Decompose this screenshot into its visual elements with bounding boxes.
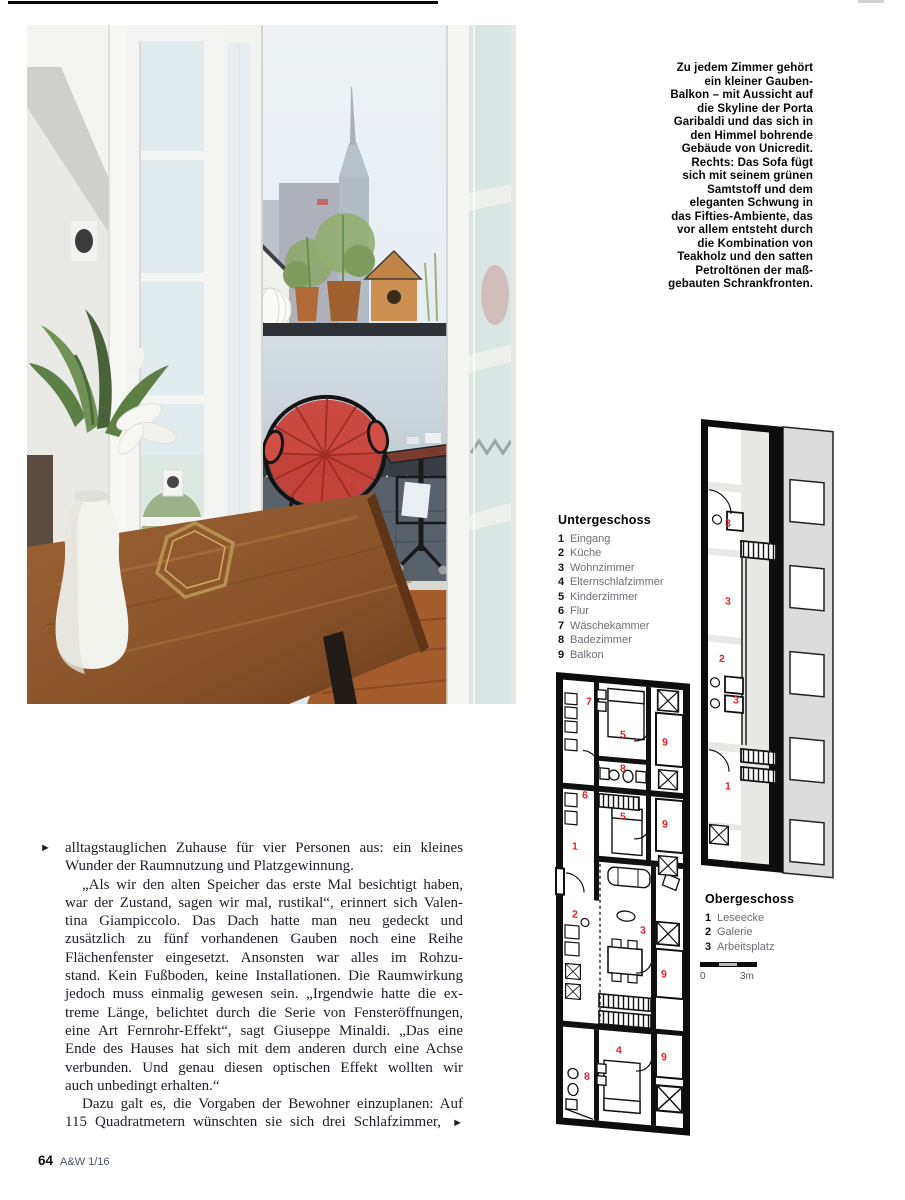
room-number: 3 xyxy=(640,924,646,937)
caption-line: eleganten Schwung in xyxy=(689,197,813,209)
room-number: 3 xyxy=(725,517,731,530)
page-number: 64 xyxy=(38,1153,54,1168)
article-line: „Als wir den alten Speicher das erste Mal besichtigt haben, xyxy=(82,876,463,893)
room-number: 2 xyxy=(572,908,578,921)
scale-start-label: 0 xyxy=(700,971,706,982)
article-body xyxy=(65,839,463,1132)
legend-item: 5 Kinderzimmer xyxy=(558,590,638,603)
photo-caption xyxy=(650,62,813,292)
issue-label: A&W 1/16 xyxy=(60,1156,110,1168)
caption-line: gebauten Schrankfronten. xyxy=(668,278,813,290)
article-line: verbunden. Und genau diesen optischen Effekt wollten wir xyxy=(65,1059,463,1076)
room-number: 4 xyxy=(616,1044,622,1057)
caption-line: das Fifties-Ambiente, das xyxy=(671,210,813,223)
scale-bar-mid-segment xyxy=(719,963,737,966)
open-door-right-leaf xyxy=(447,25,516,704)
article-line: Wunder der Raumnutzung und Platzgewinnung. xyxy=(65,858,354,875)
caption-line: Teakholz und den satten xyxy=(677,251,813,263)
room-number: 3 xyxy=(733,694,739,707)
legend-title: Obergeschoss xyxy=(705,892,795,906)
room-number: 6 xyxy=(582,789,588,802)
legend-untergeschoss xyxy=(558,513,708,662)
article-line: war der Zustand, sagen wir mal, rustikal“, erinnert sich Valen- xyxy=(65,894,463,911)
article-line: alltagstauglichen Zuhause für vier Personen aus: ein kleines xyxy=(65,840,463,856)
legend-item: 3 Arbeitsplatz xyxy=(705,940,775,953)
floorplan-obergeschoss xyxy=(693,417,843,887)
room-number: 9 xyxy=(661,968,667,981)
article-line: treme Länge, belichtet durch die Serie von Fensteröffnungen, xyxy=(65,1004,463,1021)
legend-item: 9 Balkon xyxy=(558,648,604,661)
room-number: 1 xyxy=(572,840,578,853)
room-number: 9 xyxy=(662,736,668,749)
legend-item: 6 Flur xyxy=(558,605,589,617)
caption-line: die Skyline der Porta xyxy=(697,102,813,115)
caption-line: vor allem entsteht durch xyxy=(677,224,813,236)
caption-line: den Himmel bohrende xyxy=(690,129,813,142)
page-footer xyxy=(38,1153,110,1168)
scale-end-label: 3m xyxy=(740,971,754,982)
caption-line: die Kombination von xyxy=(697,237,813,250)
legend-obergeschoss xyxy=(705,892,865,954)
legend-item: 1 Eingang xyxy=(558,532,611,545)
scan-artifact-line xyxy=(8,1,438,4)
room-number: 7 xyxy=(586,695,592,709)
legend-item: 2 Küche xyxy=(558,547,602,559)
room-number: 3 xyxy=(725,595,731,608)
legend-item: 1 Leseecke xyxy=(705,911,765,924)
room-number: 5 xyxy=(620,728,626,742)
legend-item: 3 Wohnzimmer xyxy=(558,561,635,574)
caption-line: Balkon – mit Aussicht auf xyxy=(670,89,813,101)
article-line: zusätzlich zu fünf vorhandenen Gauben noch eine Reihe xyxy=(65,931,463,948)
hero-photo xyxy=(27,25,516,704)
caption-line: Rechts: Das Sofa fügt xyxy=(691,156,813,169)
legend-item: 2 Galerie xyxy=(705,926,753,938)
continuation-arrow-in: ► xyxy=(40,842,51,854)
article-line: jedoch muss einmalig gewesen sein. „Irgendwie hatte die ex- xyxy=(65,986,463,1003)
article-line: eine Art Fernrohr-Effekt“, sagt Giuseppe Minaldi. „Das eine xyxy=(65,1022,463,1039)
room-number: 8 xyxy=(584,1070,590,1083)
legend-item: 8 Badezimmer xyxy=(558,634,632,646)
legend-title: Untergeschoss xyxy=(558,513,651,527)
caption-line: Petroltönen der maß- xyxy=(695,264,813,277)
article-line: Dazu galt es, die Vorgaben der Bewohner einzuplanen: Auf xyxy=(82,1096,463,1113)
room-number: 9 xyxy=(662,818,668,831)
article-line: stand. Kein Fußboden, keine Installationen. Die Raumwirkung xyxy=(65,968,463,985)
caption-line: Garibaldi und das sich in xyxy=(673,116,813,128)
room-number: 9 xyxy=(661,1051,667,1064)
scan-artifact-mark xyxy=(858,0,884,3)
room-number: 5 xyxy=(620,810,626,824)
article-line: tina Giampiccolo. Das Dach hatte man neu gedeckt und xyxy=(65,913,463,930)
scale-bar xyxy=(700,962,780,988)
legend-item: 4 Elternschlafzimmer xyxy=(558,576,664,588)
room-number: 2 xyxy=(719,652,725,666)
room-number: 1 xyxy=(725,780,731,793)
article-line: auch unbedingt erhalten.“ xyxy=(65,1077,220,1094)
article-line: 115 Quadratmetern wünschten sie sich drei Schlafzimmer, ► xyxy=(65,1113,463,1131)
continuation-arrow-out: ► xyxy=(452,1117,463,1130)
caption-line: Gebäude von Unicredit. xyxy=(681,143,813,155)
caption-line: Samtstoff und dem xyxy=(707,183,813,196)
caption-line: ein kleiner Gauben- xyxy=(704,75,813,88)
caption-line: Zu jedem Zimmer gehört xyxy=(676,62,813,74)
room-number: 8 xyxy=(620,762,626,776)
caption-line: sich mit seinem grünen xyxy=(682,170,813,182)
legend-item: 7 Wäschekammer xyxy=(558,619,650,632)
article-line: Ende des Hauses hat sich mit dem anderen durch eine Achse xyxy=(65,1041,463,1058)
floorplan-untergeschoss xyxy=(548,666,698,1144)
article-line: Flächenfenster eingesetzt. Ansonsten war alles im Rohzu- xyxy=(65,949,463,966)
